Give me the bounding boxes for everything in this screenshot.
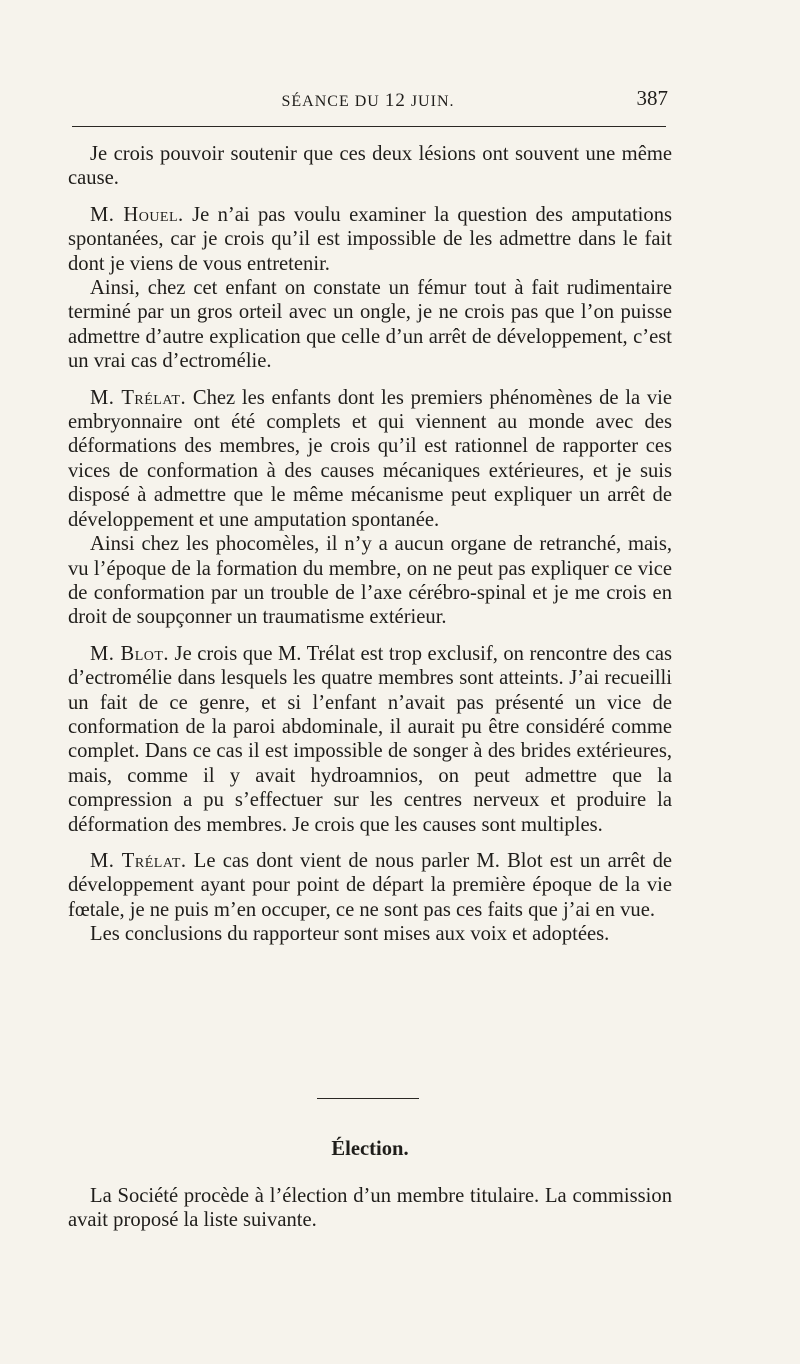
paragraph-8-text: Les conclusions du rapporteur sont mises aux voix et adoptées.	[90, 923, 610, 946]
paragraph-2-text: Je n’ai pas voulu examiner la question des amputations spontanées, car je crois qu’il est impossible de les admettre dans le fait dont je viens de vous entretenir.	[68, 203, 673, 275]
page-header	[68, 86, 668, 116]
paragraph-3	[68, 276, 672, 374]
speaker-name: M. Houel.	[90, 203, 184, 226]
paragraph-2	[68, 203, 672, 276]
body-text	[68, 142, 672, 947]
paragraph-7-text: Le cas dont vient de nous parler M. Blot est un arrêt de développement ayant pour point de départ la première époque de la vie fœtale, je ne puis m’en occuper, ce ne sont pas ces faits que j’ai en vue.	[68, 849, 673, 921]
running-head-day: 12	[384, 90, 406, 111]
header-rule	[72, 126, 666, 127]
section-title: Élection.	[331, 1138, 409, 1160]
running-head	[68, 90, 668, 112]
paragraph-8	[68, 922, 672, 946]
paragraph-7	[68, 849, 672, 922]
running-head-end: JUIN.	[405, 93, 455, 110]
section-divider	[317, 1098, 419, 1099]
page-number: 387	[636, 86, 668, 110]
section-body	[68, 1184, 672, 1233]
speaker-name: M. Blot.	[90, 642, 170, 665]
paragraph-6	[68, 642, 672, 837]
paragraph-4	[68, 386, 672, 532]
paragraph-6-text: Je crois que M. Trélat est trop exclusif, on rencontre des cas d’ectromélie dans lesquels les quatre membres sont atteints. J’ai recueilli un fait de ce genre, et si l’enfant n’avait pas présenté un vice de conformation de la paroi abdominale, il aurait pu être considéré comme complet. Dans ce cas il est impossible de songer à des brides extérieures, mais, comme il y avait hydroamnios, on peut admettre que la compression a pu s’effectuer sur les centres nerveux et produire la déformation des membres. Je crois que les causes sont multiples.	[68, 642, 672, 836]
speaker-name: M. Trélat.	[90, 849, 187, 872]
paragraph-1	[68, 142, 672, 191]
speaker-name: M. Trélat.	[90, 386, 187, 409]
paragraph-5-text: Ainsi chez les phocomèles, il n’y a aucun organe de retranché, mais, vu l’époque de la formation du membre, on ne peut pas expliquer ce vice de conformation par un trouble de l’axe cérébro-spinal et je me crois en droit de soupçonner un traumatisme extérieur.	[68, 533, 672, 629]
paragraph-1-text: Je crois pouvoir soutenir que ces deux lésions ont souvent une même cause.	[68, 143, 672, 190]
section-paragraph: La Société procède à l’élection d’un membre titulaire. La commission avait proposé la liste suivante.	[68, 1185, 672, 1232]
paragraph-4-text: Chez les enfants dont les premiers phénomènes de la vie embryonnaire ont été complets et qui viennent au monde avec des déformations des membres, je crois qu’il est rationnel de rapporter ces vices de conformation à des causes mécaniques extérieures, et je suis disposé à admettre que le même mécanisme peut expliquer un arrêt de développement et une amputation spontanée.	[68, 386, 673, 531]
paragraph-5	[68, 532, 672, 630]
running-head-start: SÉANCE DU	[281, 93, 385, 110]
paragraph-3-text: Ainsi, chez cet enfant on constate un fémur tout à fait rudimentaire terminé par un gros orteil avec un ongle, je ne crois pas que l’on puisse admettre d’autre explication que celle d’un arrêt de développement, c’est un vrai cas d’ectromélie.	[68, 277, 672, 373]
